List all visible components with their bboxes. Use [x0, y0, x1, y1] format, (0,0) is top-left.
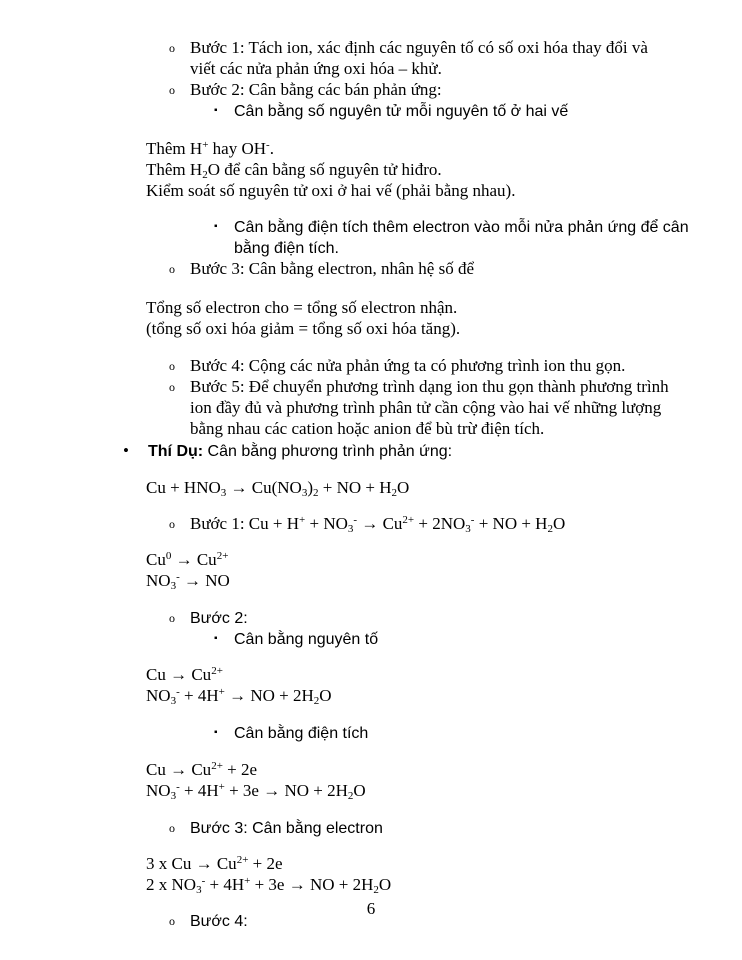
equation-step2 — [190, 607, 248, 629]
electron-note-line2 — [146, 318, 460, 339]
step1-line2 — [190, 58, 442, 79]
note-text: Kiểm soát số nguyên tử oxi ở hai vế (phải bằng nhau). — [146, 181, 516, 200]
sup: + — [202, 139, 209, 151]
charge-text: Cân bằng điện tích thêm electron vào mỗi nửa phản ứng để cân — [234, 219, 689, 236]
step1-line1 — [190, 37, 648, 58]
sup: 0 — [165, 550, 172, 562]
sub: 3 — [220, 487, 227, 499]
sup: - — [176, 781, 180, 793]
sup: - — [201, 875, 206, 887]
step5-line3 — [190, 418, 544, 439]
note-add-h-oh — [146, 138, 274, 159]
mult-cu — [146, 853, 283, 874]
sup: + — [299, 514, 306, 526]
charge-cu — [146, 759, 257, 780]
sup: 2+ — [236, 854, 249, 866]
half-no3 — [146, 570, 230, 591]
equation-step1 — [190, 513, 565, 534]
sup: - — [470, 514, 475, 526]
eq-text: + NO — [305, 514, 348, 533]
eq-text: + 4H — [179, 686, 219, 705]
note-add-h2o — [146, 159, 442, 180]
eq-text: → NO + 2H — [224, 686, 314, 705]
sub: 3 — [170, 790, 177, 802]
sup: + — [218, 686, 225, 698]
eq-text: + 3e → NO + 2H — [250, 875, 374, 894]
eq-text: Bước 3: Cân bằng electron — [190, 820, 383, 837]
balance-element-bullet — [234, 628, 378, 650]
charge-bullet-line1 — [234, 216, 689, 238]
eq-text: Cân bằng nguyên tố — [234, 631, 379, 648]
mult-no3 — [146, 874, 391, 895]
sub: 2 — [202, 169, 208, 181]
elem-cu — [146, 664, 223, 685]
sup: 2+ — [216, 550, 229, 562]
sub: 3 — [347, 523, 354, 535]
eq-text: NO — [146, 686, 171, 705]
eq-text: + 4H — [179, 781, 219, 800]
charge-text: bằng điện tích. — [234, 240, 339, 257]
eq-text: + 2e — [222, 760, 258, 779]
note-text: O để cân bằng số nguyên tử hiđro. — [207, 160, 442, 179]
sub: 2 — [547, 523, 553, 535]
balance-atoms-text: Cân bằng số nguyên tử mỗi nguyên tố ở hai vế — [234, 103, 569, 120]
step5-text: ion đầy đủ và phương trình phân tử cần cộng vào hai vế những lượng — [190, 398, 662, 417]
note-text: Thêm H — [146, 160, 203, 179]
step5-line2 — [190, 397, 661, 418]
eq-text: NO — [146, 781, 171, 800]
eq-text: Cu → Cu — [146, 665, 212, 684]
eq-text: Cu → Cu — [146, 760, 212, 779]
sup: - — [176, 571, 180, 583]
step4-line — [190, 355, 625, 376]
eq-text: Bước 4: — [190, 913, 248, 930]
eq-text: + 3e → NO + 2H — [224, 781, 348, 800]
step2-text: Bước 2: Cân bằng các bán phản ứng: — [190, 80, 442, 99]
step4-text: Bước 4: Cộng các nửa phản ứng ta có phương trình ion thu gọn. — [190, 356, 626, 375]
page-number: 6 — [366, 899, 376, 918]
sup: 2+ — [402, 514, 415, 526]
note-text: (tổng số oxi hóa giảm = tổng số oxi hóa tăng). — [146, 319, 461, 338]
step5-line1 — [190, 376, 669, 397]
note-text: . — [269, 139, 274, 158]
step3-text: Bước 3: Cân bằng electron, nhân hệ số để — [190, 259, 474, 278]
eq-text: O — [397, 478, 410, 497]
step1-text: Bước 1: Tách ion, xác định các nguyên tố có số oxi hóa thay đổi và — [190, 38, 648, 57]
step3-line — [190, 258, 474, 279]
sup: + — [244, 875, 251, 887]
sup: 2+ — [211, 760, 223, 772]
step1-text-cont: viết các nửa phản ứng oxi hóa – khử. — [190, 59, 442, 78]
eq-text: Cu — [146, 550, 166, 569]
eq-text: → NO — [179, 571, 230, 590]
eq-text: 2 x NO — [146, 875, 197, 894]
eq-text: → Cu — [357, 514, 403, 533]
eq-text: Cân bằng điện tích — [234, 725, 369, 742]
sub: 2 — [347, 790, 354, 802]
sup: 2+ — [211, 665, 223, 677]
eq-text: → Cu(NO — [226, 478, 302, 497]
eq-text: O — [378, 875, 392, 894]
sub: 2 — [313, 695, 320, 707]
equation-step3 — [190, 817, 383, 839]
eq-text: → Cu — [171, 550, 217, 569]
example-text: Cân bằng phương trình phản ứng: — [203, 443, 453, 460]
eq-text: NO — [146, 571, 171, 590]
sup: - — [353, 514, 358, 526]
charge-bullet-line2 — [234, 237, 339, 259]
example-heading — [148, 440, 452, 462]
eq-text: Bước 2: — [190, 610, 248, 627]
step2-line — [190, 79, 442, 100]
sup: - — [266, 139, 270, 151]
eq-text: O — [552, 514, 566, 533]
half-cu — [146, 549, 228, 570]
eq-text: 3 x Cu → Cu — [146, 854, 237, 873]
eq-text: + NO + H — [474, 514, 548, 533]
eq-text: Bước 1: Cu + H — [190, 514, 300, 533]
sub: 3 — [465, 523, 471, 535]
note-oxygen — [146, 180, 515, 201]
example-label: Thí Dụ: — [148, 443, 204, 460]
sub: 3 — [196, 884, 202, 896]
sub: 2 — [313, 487, 319, 499]
sub: 3 — [170, 695, 177, 707]
charge-no3 — [146, 780, 366, 801]
eq-text: + NO + H — [318, 478, 392, 497]
equation-main — [146, 477, 409, 498]
sub: 3 — [170, 580, 177, 592]
sub: 2 — [391, 487, 398, 499]
note-text: Thêm H — [146, 139, 203, 158]
eq-text: Cu + HNO — [146, 478, 221, 497]
electron-note-line1 — [146, 297, 457, 318]
step2-sub-bullet — [234, 100, 568, 122]
eq-text: ) — [307, 478, 313, 497]
balance-charge-bullet — [234, 722, 368, 744]
eq-text: + 2e — [248, 854, 283, 873]
eq-text: O — [319, 686, 332, 705]
step5-text: Bước 5: Để chuyển phương trình dạng ion thu gọn thành phương trình — [190, 377, 669, 396]
sub: 3 — [301, 487, 308, 499]
step5-text: bằng nhau các cation hoặc anion để bù trừ điện tích. — [190, 419, 545, 438]
sub: 2 — [373, 884, 379, 896]
eq-text: + 4H — [205, 875, 245, 894]
sup: + — [218, 781, 225, 793]
note-text: hay OH — [208, 139, 267, 158]
note-text: Tổng số electron cho = tổng số electron nhận. — [146, 298, 458, 317]
eq-text: O — [353, 781, 366, 800]
sup: - — [176, 686, 180, 698]
elem-no3 — [146, 685, 332, 706]
eq-text: + 2NO — [414, 514, 466, 533]
